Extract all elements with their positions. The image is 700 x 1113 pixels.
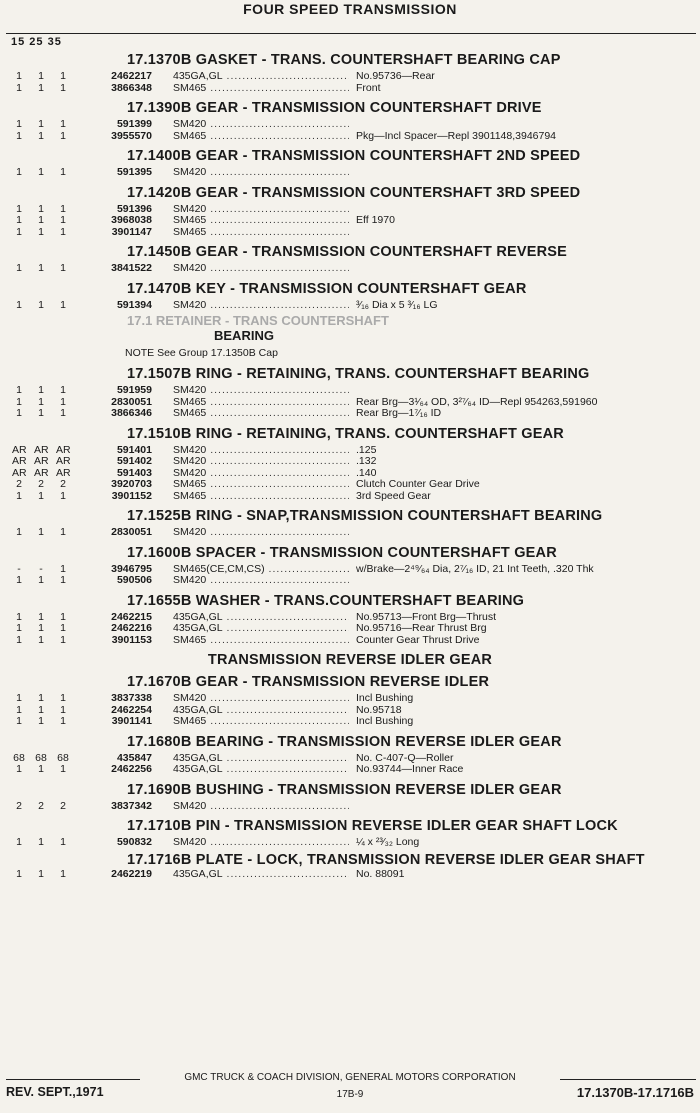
quantity-35: 1 [60, 562, 66, 575]
part-row [0, 623, 700, 635]
model-application: SM420 ..... [173, 527, 349, 539]
group-note: NOTE See Group 17.1350B Cap [125, 347, 278, 359]
part-row [0, 635, 700, 647]
quantity-35: 2 [60, 799, 66, 812]
quantity-25: AR [34, 443, 49, 456]
quantity-15: 1 [16, 407, 22, 419]
part-number: 3901147 [111, 225, 152, 238]
quantity-35: 1 [60, 622, 66, 634]
part-number: 3866348 [111, 81, 152, 94]
quantity-35: 1 [60, 298, 66, 311]
quantity-15: 1 [16, 715, 22, 727]
quantity-15: - [17, 562, 21, 575]
quantity-25: 1 [38, 692, 44, 704]
quantity-25: 2 [38, 799, 44, 812]
part-number: 435847 [116, 751, 152, 764]
part-number: 591396 [116, 202, 152, 215]
section-heading: TRANSMISSION REVERSE IDLER GEAR [207, 652, 493, 668]
part-description: Pkg—Incl Spacer—Repl 3901148,3946794 [356, 129, 557, 142]
part-row [0, 263, 700, 275]
part-description: No.95718 [356, 703, 402, 716]
quantity-25: 1 [38, 166, 44, 178]
part-description: Eff 1970 [356, 214, 395, 226]
group-heading: 17.1670B GEAR - TRANSMISSION REVERSE IDLER [127, 674, 490, 690]
part-number: 591395 [116, 166, 152, 178]
model-application: 435GA,GL ..... [173, 705, 349, 717]
group-heading: 17.1710B PIN - TRANSMISSION REVERSE IDLER GEAR SHAFT LOCK [127, 818, 618, 834]
quantity-35: 1 [60, 526, 66, 538]
footer-group-range: 17.1370B-17.1716B [576, 1085, 694, 1100]
part-row [0, 764, 700, 776]
part-row [0, 385, 700, 397]
part-row [0, 693, 700, 705]
part-number: 3901152 [111, 489, 152, 502]
part-row [0, 408, 700, 420]
model-application: SM420 ..... [173, 468, 349, 480]
parts-list [0, 48, 700, 882]
column-labels: 15 25 35 [11, 36, 62, 48]
model-application: SM420 ..... [173, 456, 349, 468]
quantity-15: 1 [16, 622, 22, 634]
group-heading: 17.1510B RING - RETAINING, TRANS. COUNTERSHAFT GEAR [127, 425, 564, 442]
quantity-25: - [39, 562, 43, 575]
quantity-15: 2 [16, 799, 22, 812]
group-heading: 17.1400B GEAR - TRANSMISSION COUNTERSHAFT 2ND SPEED [127, 148, 581, 164]
group-heading: 17.1680B BEARING - TRANSMISSION REVERSE IDLER GEAR [127, 733, 562, 750]
quantity-25: 1 [38, 836, 44, 848]
part-description: No.95716—Rear Thrust Brg [356, 622, 487, 634]
part-description: Incl Bushing [356, 692, 414, 704]
model-application: SM465 ..... [173, 479, 349, 491]
model-application: 435GA,GL ..... [173, 623, 349, 635]
quantity-15: 1 [16, 118, 22, 130]
quantity-25: 1 [38, 622, 44, 634]
part-row [0, 612, 700, 624]
quantity-25: 1 [38, 298, 44, 311]
quantity-15: 1 [16, 692, 22, 704]
model-application: 435GA,GL ..... [173, 753, 349, 765]
part-row [0, 119, 700, 131]
quantity-25: 1 [38, 384, 44, 396]
quantity-25: 1 [38, 202, 44, 215]
quantity-35: 1 [60, 262, 66, 274]
quantity-25: 1 [38, 214, 44, 226]
part-row [0, 397, 700, 409]
part-row [0, 575, 700, 587]
quantity-25: 1 [38, 118, 44, 130]
model-application: SM420 ..... [173, 575, 349, 587]
quantity-25: 1 [38, 610, 44, 623]
group-heading: 17.1470B KEY - TRANSMISSION COUNTERSHAFT GEAR [127, 280, 527, 297]
part-number: 2830051 [111, 395, 152, 408]
part-number: 3901141 [111, 715, 152, 727]
part-number: 3920703 [111, 478, 152, 490]
model-application: SM465 ..... [173, 215, 349, 227]
quantity-35: 1 [60, 81, 66, 94]
group-heading: 17.1420B GEAR - TRANSMISSION COUNTERSHAFT 3RD SPEED [127, 184, 581, 201]
quantity-25: 1 [38, 225, 44, 238]
model-application: SM465 ..... [173, 491, 349, 503]
quantity-15: 1 [16, 395, 22, 408]
quantity-15: 1 [16, 703, 22, 716]
part-row [0, 300, 700, 312]
part-number: 3837338 [111, 692, 152, 704]
part-description: .125 [356, 443, 377, 456]
model-application: 435GA,GL ..... [173, 869, 349, 881]
part-description: .140 [356, 466, 377, 479]
header-rule [6, 33, 696, 34]
model-application: SM420 ..... [173, 801, 349, 813]
quantity-25: 68 [35, 751, 47, 764]
part-number: 591402 [116, 455, 152, 467]
quantity-25: 1 [38, 715, 44, 727]
group-heading: 17.1370B GASKET - TRANS. COUNTERSHAFT BEARING CAP [127, 52, 561, 68]
part-row [0, 869, 700, 881]
part-row [0, 445, 700, 457]
model-application: SM465 ..... [173, 131, 349, 143]
quantity-35: 1 [60, 703, 66, 716]
part-row [0, 479, 700, 491]
quantity-15: 1 [16, 298, 22, 311]
quantity-25: 1 [38, 262, 44, 274]
quantity-35: 1 [60, 202, 66, 215]
model-application: 435GA,GL ..... [173, 612, 349, 624]
quantity-15: 1 [16, 489, 22, 502]
quantity-35: 1 [60, 166, 66, 178]
quantity-15: 1 [16, 836, 22, 848]
quantity-35: 1 [60, 118, 66, 130]
model-application: SM465 ..... [173, 397, 349, 409]
part-row [0, 204, 700, 216]
model-application: SM420 ..... [173, 119, 349, 131]
quantity-35: 1 [60, 407, 66, 419]
quantity-25: 1 [38, 574, 44, 586]
quantity-35: AR [56, 455, 71, 467]
quantity-15: 1 [16, 610, 22, 623]
quantity-15: 1 [16, 262, 22, 274]
footer-page-number: 17B-9 [336, 1089, 364, 1100]
model-application: SM465 ..... [173, 635, 349, 647]
part-row [0, 801, 700, 813]
quantity-35: AR [56, 466, 71, 479]
quantity-25: 1 [38, 633, 44, 646]
part-row [0, 753, 700, 765]
part-number: 591394 [116, 298, 152, 311]
page-title: FOUR SPEED TRANSMISSION [243, 1, 457, 17]
model-application: 435GA,GL ..... [173, 71, 349, 83]
quantity-35: 1 [60, 489, 66, 502]
quantity-35: 1 [60, 225, 66, 238]
group-heading-faded: 17.1 RETAINER - TRANS COUNTERSHAFT [127, 313, 389, 328]
model-application: SM465(CE,CM,CS) ..... [173, 564, 349, 576]
part-row [0, 456, 700, 468]
quantity-15: 1 [16, 526, 22, 538]
group-heading: 17.1655B WASHER - TRANS.COUNTERSHAFT BEARING [127, 592, 525, 609]
part-number: 590506 [116, 574, 152, 586]
quantity-15: 1 [16, 384, 22, 396]
quantity-15: 1 [16, 867, 22, 880]
quantity-35: 1 [60, 129, 66, 142]
part-number: 3946795 [111, 562, 152, 575]
quantity-15: 1 [16, 633, 22, 646]
group-heading: 17.1450B GEAR - TRANSMISSION COUNTERSHAFT REVERSE [127, 244, 568, 260]
part-number: 2462254 [111, 703, 152, 716]
part-row [0, 215, 700, 227]
quantity-25: AR [34, 466, 49, 479]
part-description: Front [356, 81, 381, 94]
part-row [0, 83, 700, 95]
part-description: Incl Bushing [356, 715, 414, 727]
quantity-35: 2 [60, 478, 66, 490]
model-application: SM420 ..... [173, 837, 349, 849]
group-heading: 17.1690B BUSHING - TRANSMISSION REVERSE IDLER GEAR [127, 781, 562, 798]
model-application: SM465 ..... [173, 83, 349, 95]
quantity-25: 1 [38, 70, 44, 82]
model-application: 435GA,GL ..... [173, 764, 349, 776]
quantity-15: 1 [16, 70, 22, 82]
quantity-35: 1 [60, 610, 66, 623]
quantity-35: 1 [60, 763, 66, 775]
quantity-15: 1 [16, 225, 22, 238]
quantity-25: 1 [38, 867, 44, 880]
quantity-15: 1 [16, 81, 22, 94]
quantity-25: 1 [38, 763, 44, 775]
part-number: 3841522 [111, 262, 152, 274]
group-spacer [0, 880, 700, 882]
quantity-15: 1 [16, 214, 22, 226]
footer-revision: REV. SEPT.,1971 [6, 1085, 104, 1099]
part-description: .132 [356, 455, 377, 467]
part-number: 2462217 [111, 70, 152, 82]
part-description: ³⁄₁₆ Dia x 5 ³⁄₁₆ LG [356, 298, 438, 311]
quantity-25: 1 [38, 407, 44, 419]
footer-rule-left [6, 1079, 140, 1080]
part-row [0, 705, 700, 717]
model-application: SM420 ..... [173, 167, 349, 179]
quantity-25: 1 [38, 489, 44, 502]
part-row [0, 167, 700, 179]
part-row [0, 131, 700, 143]
part-description: Counter Gear Thrust Drive [356, 633, 480, 646]
part-number: 590832 [116, 836, 152, 848]
quantity-25: 1 [38, 526, 44, 538]
quantity-15: AR [12, 443, 27, 456]
part-description: Rear Brg—1⁷⁄₁₆ ID [356, 407, 442, 419]
quantity-15: AR [12, 466, 27, 479]
group-heading: 17.1600B SPACER - TRANSMISSION COUNTERSHAFT GEAR [127, 544, 557, 561]
part-description: No.93744—Inner Race [356, 763, 464, 775]
quantity-35: 1 [60, 574, 66, 586]
part-description: No.95736—Rear [356, 70, 435, 82]
quantity-25: 1 [38, 395, 44, 408]
part-number: 591959 [116, 384, 152, 396]
quantity-35: 1 [60, 867, 66, 880]
model-application: SM420 ..... [173, 263, 349, 275]
part-row [0, 837, 700, 849]
footer-division: GMC TRUCK & COACH DIVISION, GENERAL MOTORS CORPORATION [184, 1072, 516, 1083]
quantity-35: AR [56, 443, 71, 456]
group-heading: 17.1390B GEAR - TRANSMISSION COUNTERSHAFT DRIVE [127, 100, 542, 116]
part-number: 2462215 [111, 610, 152, 623]
group-heading: 17.1507B RING - RETAINING, TRANS. COUNTERSHAFT BEARING [127, 366, 590, 382]
part-number: 2830051 [111, 526, 152, 538]
part-number: 591401 [116, 443, 152, 456]
model-application: SM420 ..... [173, 300, 349, 312]
part-description: Clutch Counter Gear Drive [356, 478, 480, 490]
quantity-15: 1 [16, 129, 22, 142]
quantity-15: 2 [16, 478, 22, 490]
part-description: Rear Brg—3¹⁄₆₄ OD, 3²⁷⁄₆₄ ID—Repl 954263,591960 [356, 395, 598, 408]
quantity-35: 68 [57, 751, 69, 764]
part-description: w/Brake—2⁴⁹⁄₆₄ Dia, 2⁷⁄₁₆ ID, 21 Int Teeth, .320 Thk [356, 562, 594, 575]
part-number: 591399 [116, 118, 152, 130]
quantity-25: 1 [38, 129, 44, 142]
quantity-35: 1 [60, 384, 66, 396]
quantity-35: 1 [60, 633, 66, 646]
model-application: SM465 ..... [173, 227, 349, 239]
quantity-35: 1 [60, 214, 66, 226]
quantity-35: 1 [60, 836, 66, 848]
part-row [0, 527, 700, 539]
quantity-25: AR [34, 455, 49, 467]
part-description: No. 88091 [356, 867, 405, 880]
model-application: SM465 ..... [173, 716, 349, 728]
part-number: 3968038 [111, 214, 152, 226]
quantity-35: 1 [60, 715, 66, 727]
model-application: SM420 ..... [173, 204, 349, 216]
quantity-15: 1 [16, 202, 22, 215]
part-row [0, 71, 700, 83]
part-number: 3837342 [111, 799, 152, 812]
quantity-35: 1 [60, 395, 66, 408]
quantity-15: 1 [16, 574, 22, 586]
part-row [0, 716, 700, 728]
part-description: No.95713—Front Brg—Thrust [356, 610, 497, 623]
part-number: 591403 [116, 466, 152, 479]
quantity-35: 1 [60, 692, 66, 704]
part-row [0, 491, 700, 503]
part-description: No. C-407-Q—Roller [356, 751, 454, 764]
part-number: 3866346 [111, 407, 152, 419]
quantity-25: 1 [38, 81, 44, 94]
quantity-25: 2 [38, 478, 44, 490]
group-heading-continuation: BEARING [214, 328, 274, 343]
part-row [0, 564, 700, 576]
group-heading: 17.1716B PLATE - LOCK, TRANSMISSION REVERSE IDLER GEAR SHAFT [127, 851, 645, 868]
quantity-15: 1 [16, 763, 22, 775]
part-number: 2462219 [111, 867, 152, 880]
model-application: SM420 ..... [173, 445, 349, 457]
group-heading: 17.1525B RING - SNAP,TRANSMISSION COUNTERSHAFT BEARING [127, 508, 603, 524]
part-row [0, 227, 700, 239]
quantity-15: 68 [13, 751, 25, 764]
part-description: ¼ x ²³⁄₃₂ Long [356, 836, 420, 848]
part-row [0, 468, 700, 480]
part-number: 2462256 [111, 763, 152, 775]
quantity-15: 1 [16, 166, 22, 178]
part-description: 3rd Speed Gear [356, 489, 431, 502]
model-application: SM420 ..... [173, 693, 349, 705]
quantity-35: 1 [60, 70, 66, 82]
model-application: SM465 ..... [173, 408, 349, 420]
part-number: 2462216 [111, 622, 152, 634]
model-application: SM420 ..... [173, 385, 349, 397]
part-number: 3901153 [111, 633, 152, 646]
part-number: 3955570 [111, 129, 152, 142]
quantity-15: AR [12, 455, 27, 467]
quantity-25: 1 [38, 703, 44, 716]
footer-rule-right [560, 1079, 696, 1080]
